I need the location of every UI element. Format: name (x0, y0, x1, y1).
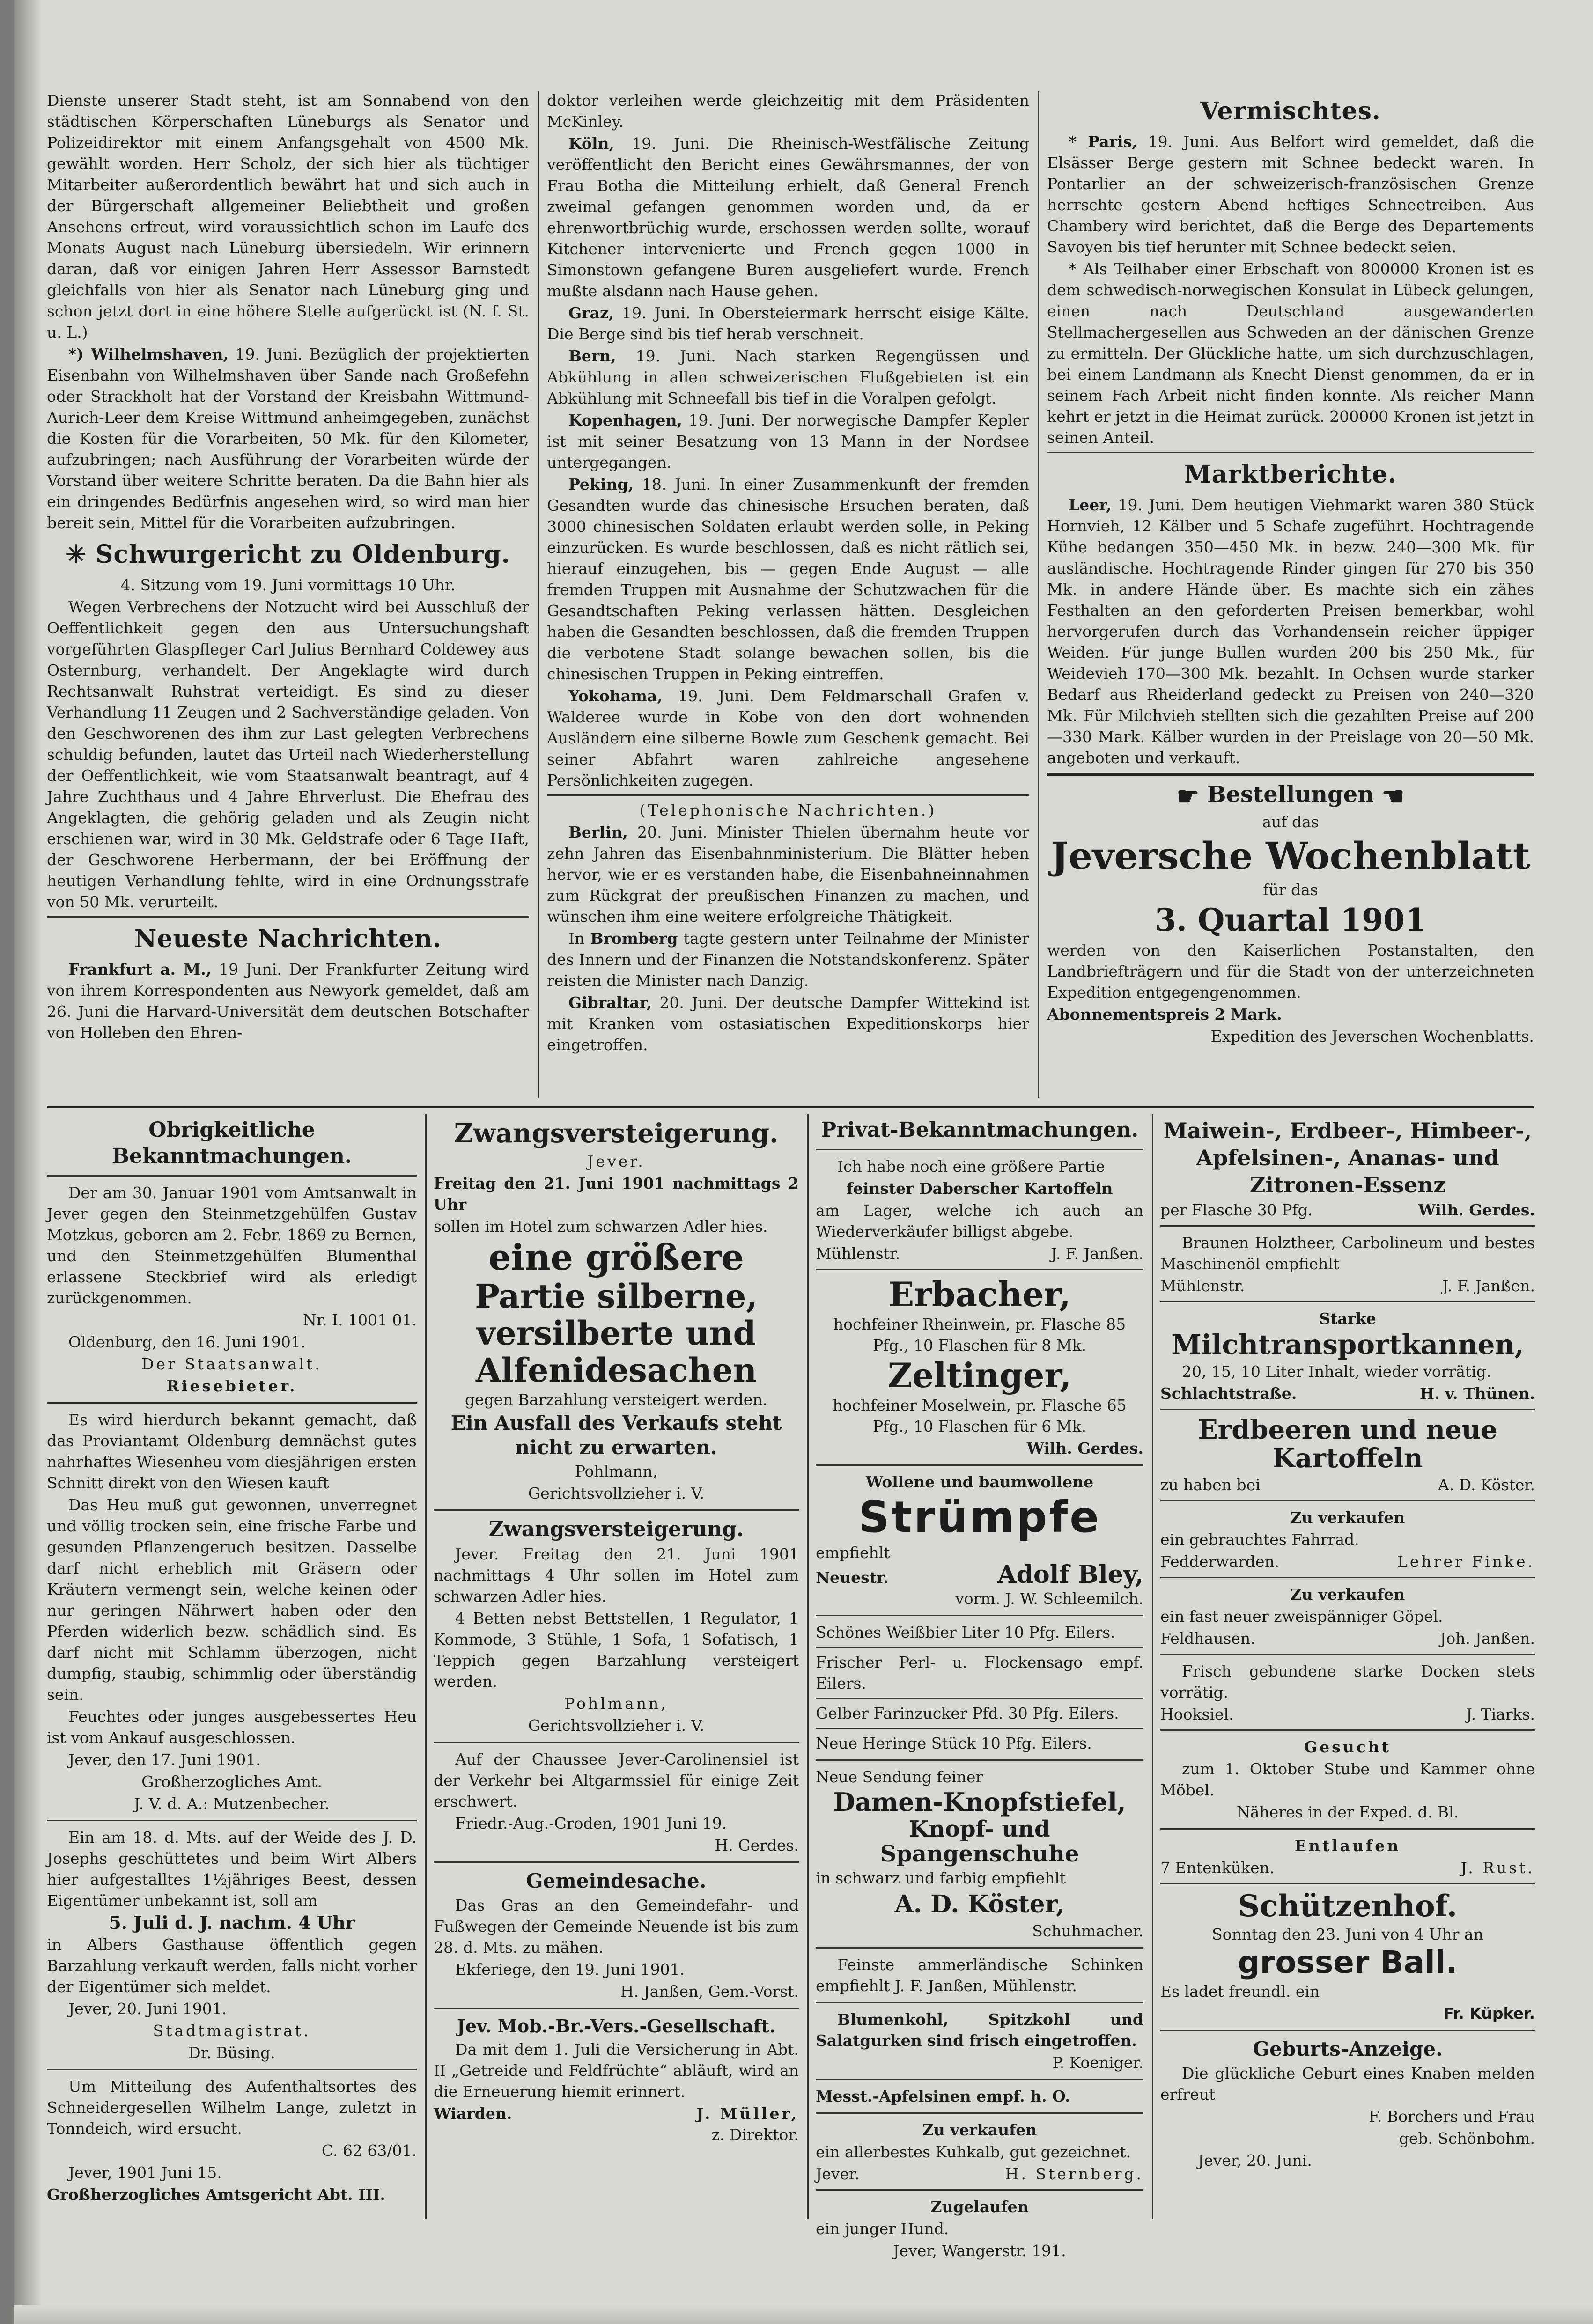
ad-docken: Frisch gebundene starke Docken stets vorrätig. Hooksiel. J. Tiarks. (1160, 1658, 1535, 1731)
ad-goepel: Zu verkaufen ein fast neuer zweispänniger Göpel. Feldhausen. Joh. Janßen. (1160, 1581, 1535, 1655)
section-rule (47, 1106, 1534, 1108)
ads-column-4 (1160, 1114, 1535, 2219)
column-rule (538, 91, 539, 1098)
ad-geburt: Geburts-Anzeige. Die glückliche Geburt eines Knaben melden erfreut F. Borchers und Frau geb. Schönbohm. Jever, 20. Juni. (1160, 2037, 1535, 2170)
article-koeln: Köln, 19. Juni. Die Rheinisch-Westfälische Zeitung veröffentlicht den Bericht eines Gewährsmannes, der von Frau Botha die Mitteilung erhielt, daß General French zweimal gefangen genommen worden und, da er ehrenwortbrüchig wurde, erschossen werden sollte, worauf Kitchener intervenierte und French gegen 1000 in Simonstown gefangene Buren ausgeliefert wurde. French mußte alsdann nach Hause gehen. (547, 134, 1029, 300)
article-scholz: Dienste unserer Stadt steht, ist am Sonnabend von den städtischen Körperschaften Lüneburgs als Senator und Polizeidirektor mit einem Anfangsgehalt von 4500 Mk. gewählt worden. Herr Scholz, der sich hier als tüchtiger Mitarbeiter außerordentlich bewährt hat und sich auch in der Bürgerschaft allgemeiner Beliebtheit und großen Ansehens erfreut, wird voraussichtlich schon im Laufe des Monats August nach Lüneburg übersiedeln. Wir erinnern daran, daß vor einigen Jahren Herr Assessor Barnstedt gleichfalls von hier als Senator nach Lüneburg ging und schon jetzt dort in eine höhere Stelle aufgerückt ist (N. f. St. u. L.) (47, 91, 529, 341)
article-bromberg: In Bromberg tagte gestern unter Teilnahme der Minister des Innern und der Finanzen die Notstandskonferenz. Später reisten die Minister nach Danzig. (547, 929, 1030, 990)
paper-name: Jeversche Wochenblatt (1051, 833, 1530, 878)
column-3 (1047, 90, 1534, 1096)
ad-gesucht: Gesucht zum 1. Oktober Stube und Kammer ohne Möbel. Näheres in der Exped. d. Bl. (1160, 1734, 1535, 1830)
article-gibraltar: Gibraltar, 20. Juni. Der deutsche Dampfer Wittekind ist mit Kranken vom ostasiatischen Expeditionskorps hier eingetroffen. (547, 993, 1029, 1054)
ad-schuetzenhof: Schützenhof. Sonntag den 23. Juni von 4 Uhr an grosser Ball. Es ladet freundl. ein Fr. Küpker. (1160, 1887, 1535, 2031)
heading-neueste-nachrichten: Neueste Nachrichten. (134, 925, 442, 953)
privat-header: Privat-Bekanntmachungen. (816, 1114, 1143, 1150)
article-graz: Graz, 19. Juni. In Obersteiermark herrscht eisige Kälte. Die Berge sind bis tief herab verschneit. (547, 304, 1029, 343)
column-rule (425, 1114, 427, 2219)
ad-schuhe: Neue Sendung feiner Damen-Knopfstiefel, Knopf- und Spangenschuhe in schwarz und farbig empfiehlt A. D. Köster, Schuhmacher. (816, 1764, 1143, 1949)
ad-gemeindesache: Gemeindesache. Das Gras an den Gemeindefahr- und Fußwegen der Gemeinde Neuende ist bis zum 28. d. Mts. zu mähen. Ekferiege, den 19. Juni 1901. H. Janßen, Gem.-Vorst. (434, 1866, 799, 2009)
ad-kartoffeln: Ich habe noch eine größere Partie feinster Daberscher Kartoffeln am Lager, welche ich auch an Wiederverkäufer billigst abgebe. Mühlenstr. J. F. Janßen. (816, 1153, 1143, 1270)
ad-holztheer: Braunen Holztheer, Carbolineum und bestes Maschinenöl empfiehlt Mühlenstr. J. F. Janßen. (1160, 1229, 1535, 1302)
column-1 (47, 90, 529, 1096)
ad-chaussee: Auf der Chaussee Jever-Carolinensiel ist der Verkehr bei Altgarmssiel für einige Zeit erschwert. Friedr.-Aug.-Groden, 1901 Juni 19. H. Gerdes. (434, 1746, 799, 1863)
telephonic-heading: (Telephonische Nachrichten.) (639, 801, 937, 819)
heading-schwurgericht: ✳ Schwurgericht zu Oldenburg. (66, 540, 510, 569)
article-bern: Bern, 19. Juni. Nach starken Regengüssen und Abkühlung in allen schweizerischen Flußgebieten ist ein Abkühlung mit Schneefall bis tief in die Voralpen gefolgt. (547, 347, 1029, 407)
column-rule (1038, 91, 1039, 1098)
divider (547, 794, 1029, 796)
article-frankfurt: Frankfurt a. M., 19 Juni. Der Frankfurter Zeitung wird von ihrem Korrespondenten aus Newyork gemeldet, daß am 26. Juni die Harvard-Universität dem deutschen Botschafter von Holleben den Ehren- (47, 960, 529, 1042)
article-kopenhagen: Kopenhagen, 19. Juni. Der norwegische Dampfer Kepler ist mit seiner Besatzung von 13 Mann in der Nordsee untergegangen. (547, 411, 1029, 471)
heading-vermischtes: Vermischtes. (1200, 97, 1381, 125)
pointing-hand-icon: ☚ (1381, 781, 1405, 811)
article-leer: Leer, 19. Juni. Dem heutigen Viehmarkt waren 380 Stück Hornvieh, 12 Kälber und 5 Schafe zugeführt. Hochtragende Kühe bedangen 350—450 Mk. in bezw. 240—300 Mk. für ausländische. Hochtragende Rinder gingen für 270 bis 350 Mk. in andere Hände über. Es machte sich ein zähes Festhalten an den geforderten Preisen bemerkbar, wohl hervorgerufen durch das Vorhandensein reicher üppiger Weiden. Für junge Bullen wurden 200 bis 250 Mk., für Weidevieh 170—300 Mk. bezahlt. In Ochsen wurde starker Bedarf aus Rheiderland gedeckt zu Preisen von 240—320 Mk. Für Milchvieh stellten sich die gezahlten Preise auf 200—330 Mark. Kälber wurden in der Preislage von 20—50 Mk. angeboten und verkauft. (1047, 496, 1534, 767)
pointing-hand-icon: ☛ (1176, 781, 1200, 811)
ad-eilers-list: Schönes Weißbier Liter 10 Pfg. Eilers. Frischer Perl- u. Flockensago empf. Eilers. Gelber Farinzucker Pfd. 30 Pfg. Eilers. Neue Heringe Stück 10 Pfg. Eilers. (816, 1619, 1143, 1761)
ad-beest: Ein am 18. d. Mts. auf der Weide des J. D. Josephs geschüttetes und beim Wirt Albers hier aufgestalltes 1½jähriges Beest, dessen Eigentümer unbekannt ist, soll am 5. Juli d. J. nachm. 4 Uhr in Albers Gasthause öffentlich gegen Barzahlung verkauft werden, falls nicht vorher der Eigentümer sich meldet. Jever, 20. Juni 1901. Stadtmagistrat. Dr. Büsing. (47, 1824, 417, 2070)
ad-blumenkohl: Blumenkohl, Spitzkohl und Salatgurken sind frisch eingetroffen. P. Koeniger. (816, 2006, 1143, 2080)
ad-steckbrief: Der am 30. Januar 1901 vom Amtsanwalt in Jever gegen den Steinmetzgehülfen Gustav Motzkus, geboren am 2. Febr. 1869 zu Bernen, und den Steinmetzgehülfen Blumenthal erlassene Steckbrief wird als erledigt zurückgenommen. Nr. I. 1001 01. Oldenburg, den 16. Juni 1901. Der Staatsanwalt. Riesebieter. (47, 1179, 417, 1404)
ad-entlaufen: Entlaufen 7 Entenküken. J. Rust. (1160, 1832, 1535, 1884)
ad-versicherung: Jev. Mob.-Br.-Vers.-Gesellschaft. Da mit dem 1. Juli die Versicherung in Abt. II „Getreide und Feldfrüchte“ abläuft, wird an die Erneuerung hiemit erinnert. Wiarden. J. Müller, z. Direktor. (434, 2015, 799, 2144)
ad-kuhkalb: Zu verkaufen ein allerbestes Kuhkalb, gut gezeichnet. Jever. H. Sternberg. (816, 2117, 1143, 2191)
ad-proviantamt: Es wird hierdurch bekannt gemacht, daß das Proviantamt Oldenburg demnächst gutes nahrhaftes Wiesenheu vom diesjährigen ersten Schnitt direkt von den Wiesen kauft Das Heu muß gut gewonnen, unverregnet und völlig trocken sein, eine frische Farbe und gesunden Pflanzengeruch besitzen. Dasselbe darf nicht erheblich mit Gräsern oder Kräutern vermengt sein, welche keinen oder nur geringen Nährwert haben oder den Pferden widerlich bezw. schädlich sind. Es darf nicht mit Schlamm überzogen, nicht dumpfig, staubig, schimmlig oder überständig sein. Feuchtes oder junges ausgebessertes Heu ist vom Ankauf ausgeschlossen. Jever, den 17. Juni 1901. Großherzogliches Amt. J. V. d. A.: Mutzenbecher. (47, 1406, 417, 1821)
divider (47, 916, 529, 918)
ad-zwangsversteigerung-1: Zwangsversteigerung. Jever. Freitag den 21. Juni 1901 nachmittags 2 Uhr sollen im Hotel zum schwarzen Adler hies. eine größere Partie silberne, versilberte und Alfenidesachen gegen Barzahlung versteigert werden. Ein Ausfall des Verkaufs steht nicht zu erwarten. Pohlmann, Gerichtsvollzieher i. V. (434, 1114, 799, 1511)
ad-fahrrad: Zu verkaufen ein gebrauchtes Fahrrad. Fedderwarden. Lehrer Finke. (1160, 1504, 1535, 1578)
column-rule (807, 1114, 809, 2219)
ad-lange: Um Mitteilung des Aufenthaltsortes des Schneidergesellen Wilhelm Lange, zuletzt in Tonndeich, wird ersucht. C. 62 63/01. Jever, 1901 Juni 15. Großherzogliches Amtsgericht Abt. III. (47, 2077, 417, 2204)
ad-struempfe: Wollene und baumwollene Strümpfe empfiehlt Neuestr. Adolf Bley, vorm. J. W. Schleemilch. (816, 1469, 1143, 1616)
article-yokohama: Yokohama, 19. Juni. Dem Feldmarschall Grafen v. Walderee wurde in Kobe von den dort wohnenden Ausländern eine silberne Bowle zum Geschenk gemacht. Bei seiner Abfahrt waren zahlreiche angesehene Persönlichkeiten zugegen. (547, 687, 1029, 789)
quarter: 3. Quartal 1901 (1155, 901, 1426, 938)
divider (1047, 773, 1534, 776)
ads-column-2 (434, 1114, 799, 2219)
article-notzucht: Wegen Verbrechens der Notzucht wird bei Ausschluß der Oeffentlichkeit gegen den aus Untersuchungshaft vorgeführten Glaspfleger Carl Julius Bernhard Coldewey aus Osternburg, verhandelt. Der Angeklagte wird durch Rechtsanwalt Ruhstrat verteidigt. Es sind zu dieser Verhandlung 11 Zeugen und 2 Sachverständige geladen. Von den Geschworenen des ihm zur Last gelegten Verbrechens schuldig befunden, lautet das Urteil nach Wiederherstellung der Oeffentlichkeit, wie vom Staatsanwalt beantragt, auf 4 Jahre Zuchthaus und 4 Jahre Ehrverlust. Die Ehefrau des Angeklagten, die gehörig geladen und als Zeugin nicht erschienen war, wird in 30 Mk. Geldstrafe oder 6 Tage Haft, der Geschworene Herbermann, der bei Eröffnung der heutigen Verhandlung fehlte, wird in eine Ordnungsstrafe von 50 Mk. verurteilt. (47, 598, 529, 911)
divider (1047, 452, 1534, 453)
ads-column-1 (47, 1114, 417, 2219)
page-edge (14, 2305, 1593, 2324)
column-rule (1152, 1114, 1153, 2219)
article-berlin: Berlin, 20. Juni. Minister Thielen übernahm heute vor zehn Jahren das Eisenbahnministerium. Die Blätter heben hervor, wie er es verstanden habe, die Eisenbahneinnahmen zum Rückgrat der preußischen Finanzen zu machen, und wünschen ihm eine weitere erfolgreiche Thätigkeit. (547, 823, 1029, 926)
ad-zwangsversteigerung-2: Zwangsversteigerung. Jever. Freitag den 21. Juni 1901 nachmittags 4 Uhr sollen im Hotel zum schwarzen Adler hies. 4 Betten nebst Bettstellen, 1 Regulator, 1 Kommode, 3 Stühle, 1 Sofa, 1 Sofatisch, 1 Teppich gegen Barzahlung versteigert werden. Pohlmann, Gerichtsvollzieher i. V. (434, 1514, 799, 1743)
ad-erdbeeren: Erdbeeren und neue Kartoffeln zu haben bei A. D. Köster. (1160, 1413, 1535, 1501)
ad-zugelaufen: Zugelaufen ein junger Hund. Jever, Wangerstr. 191. (816, 2197, 1066, 2260)
article-erbschaft: * Als Teilhaber einer Erbschaft von 800000 Kronen ist es dem schwedisch-norwegischen Konsulat in Lübeck gelungen, einen nach Deutschland ausgewanderten Stellmachergesellen aus Schweden an der dänischen Grenze zu ermitteln. Der Glückliche hatte, um sich durchzuschlagen, bei einem Landmann als Knecht Dienst genommen, da er in seinem Fach Arbeit nicht finden konnte. Als reicher Mann kehrt er jetzt in die Heimat zurück. 200000 Kronen ist jetzt in seinen Anteil. (1047, 260, 1534, 447)
ad-apfelsinen: Messt.-Apfelsinen empf. h. O. (816, 2083, 1143, 2114)
newspaper-page (14, 0, 1593, 2324)
ad-essenz: Maiwein-, Erdbeer-, Himbeer-, Apfelsinen-, Ananas- und Zitronen-Essenz per Flasche 30 Pfg. Wilh. Gerdes. (1160, 1114, 1535, 1227)
ad-schinken: Feinste ammerländische Schinken empfiehlt J. F. Janßen, Mühlenstr. (816, 1951, 1143, 2003)
ad-wein: Erbacher, hochfeiner Rheinwein, pr. Flasche 85 Pfg., 10 Flaschen für 8 Mk. Zeltinger, hochfeiner Moselwein, pr. Flasche 65 Pfg., 10 Flaschen für 6 Mk. Wilh. Gerdes. (816, 1273, 1143, 1466)
subscription-notice: ☛ Bestellungen ☚ auf das Jeversche Wochenblatt für das 3. Quartal 1901 werden von den Kaiserlichen Postanstalten, den Landbriefträgern und für die Stadt von der unterzeichneten Expedition entgegengenommen. Abonnementspreis 2 Mark. Expedition des Jeverschen Wochenblatts. (1047, 781, 1534, 1045)
article-wilhelmshaven: *) Wilhelmshaven, 19. Juni. Bezüglich der projektierten Eisenbahn von Wilhelmshaven über Sande nach Großefehn oder Strackholt hat der Vorstand der Kreisbahn Wittmund-Aurich-Leer dem Kreise Wittmund anheimgegeben, zunächst die Kosten für die Vorarbeiten, 50 Mk. für den Kilometer, aufzubringen; nach Ausführung der Vorarbeiten würde der Vorstand über weitere Schritte beraten. Da die Bahn hier als ein dringendes Bedürfnis angesehen wird, so wird man hier bereit sein, Mittel für die Vorarbeiten aufzubringen. (47, 345, 529, 532)
article-peking: Peking, 18. Juni. In einer Zusammenkunft der fremden Gesandten wurde das chinesische Ersuchen beraten, daß 3000 chinesischen Soldaten erlaubt werden solle, in Peking einzurücken. Es wurde beschlossen, daß es nicht rätlich sei, hierauf einzugehen, bis — gegen Ende August — alle fremden Truppen mit Ausnahme der Schutzwachen für die Gesandtschaften Peking verlassen hätten. Desgleichen haben die Gesandten beschlossen, daß die fremden Truppen die verbotene Stadt solange bewachen sollen, bis die chinesischen Truppen in Peking eintreffen. (547, 475, 1029, 683)
article-mckinley: doktor verleihen werde gleichzeitig mit dem Präsidenten McKinley. (547, 91, 1029, 131)
article-paris: * Paris, 19. Juni. Aus Belfort wird gemeldet, daß die Elsässer Berge gestern mit Schnee bedeckt waren. In Pontarlier an der schweizerisch-französischen Grenze herrschte gestern Abend heftiges Schneetreiben. Aus Chambery wird berichtet, daß die Berge des Departements Savoyen bis tief herunter mit Schnee bedeckt seien. (1047, 132, 1534, 256)
ads-column-3 (816, 1114, 1143, 2260)
obrigkeit-header: Obrigkeitliche Bekanntmachungen. (47, 1114, 417, 1177)
heading-marktberichte: Marktberichte. (1184, 460, 1397, 489)
sitzung-line: 4. Sitzung vom 19. Juni vormittags 10 Uhr. (120, 576, 456, 594)
ad-milchkannen: Starke Milchtransportkannen, 20, 15, 10 Liter Inhalt, wieder vorrätig. Schlachtstraße. H. v. Thünen. (1160, 1305, 1535, 1410)
column-2 (547, 90, 1029, 1096)
binding-shadow (14, 0, 42, 2324)
